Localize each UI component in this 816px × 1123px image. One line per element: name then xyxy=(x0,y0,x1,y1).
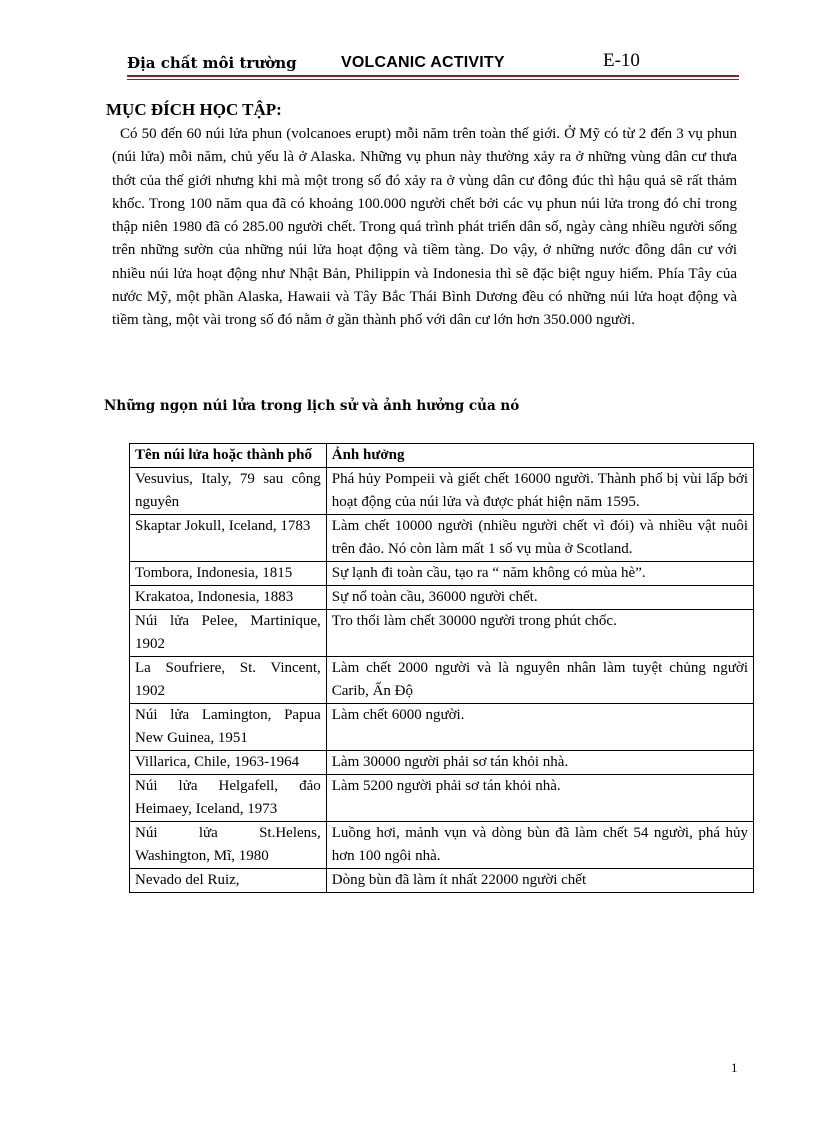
header-rule-thick xyxy=(127,75,739,77)
column-header-volcano: Tên núi lửa hoặc thành phố xyxy=(130,444,327,468)
volcano-cell: Nevado del Ruiz, xyxy=(130,869,327,893)
volcano-cell: Vesuvius, Italy, 79 sau công nguyên xyxy=(130,468,327,515)
header-title: VOLCANIC ACTIVITY xyxy=(341,54,505,71)
impact-cell: Dòng bùn đã làm ít nhất 22000 người chết xyxy=(326,869,753,893)
table-header-row xyxy=(130,444,754,468)
volcano-cell: Núi lửa Helgafell, đảo Heimaey, Iceland, 1973 xyxy=(130,775,327,822)
impact-cell: Phá hủy Pompeii và giết chết 16000 người. Thành phố bị vùi lấp bởi hoạt động của núi lửa và được phát hiện năm 1595. xyxy=(326,468,753,515)
table-row xyxy=(130,468,754,515)
impact-cell: Làm chết 6000 người. xyxy=(326,704,753,751)
table-row xyxy=(130,657,754,704)
table-row xyxy=(130,562,754,586)
volcano-cell: Krakatoa, Indonesia, 1883 xyxy=(130,586,327,610)
section-title: MỤC ĐÍCH HỌC TẬP: xyxy=(106,100,282,119)
impact-cell: Sự nổ toàn cầu, 36000 người chết. xyxy=(326,586,753,610)
table-row xyxy=(130,704,754,751)
volcano-cell: Núi lửa Pelee, Martinique, 1902 xyxy=(130,610,327,657)
table-row xyxy=(130,822,754,869)
page-header xyxy=(127,48,739,78)
volcano-cell: Tombora, Indonesia, 1815 xyxy=(130,562,327,586)
table-row xyxy=(130,515,754,562)
impact-cell: Làm 30000 người phải sơ tán khỏi nhà. xyxy=(326,751,753,775)
intro-paragraph: Có 50 đến 60 núi lửa phun (volcanoes erupt) mỗi năm trên toàn thế giới. Ở Mỹ có từ 2 đến 3 vụ phun (núi lửa) mỗi năm, chủ yếu là ở Alaska. Những vụ phun này thường xảy ra ở những vùng dân cư thưa thớt của thế giới nhưng khi mà một trong số đó xảy ra ở vùng dân cư đông đúc thì hậu quả sẽ rất thảm khốc. Trong 100 năm qua đã có khoảng 100.000 người chết bởi các vụ phun núi lửa trong đó chỉ trong thập niên 1980 đã có 285.00 người chết. Trong quá trình phát triển dân số, ngày càng nhiều người sống trên những sườn của những núi lửa hoạt động và tiềm tàng. Do vậy, ở những nước đông dân cư với nhiều núi lửa hoạt động như Nhật Bản, Philippin và Indonesia thì sẽ đặc biệt nguy hiểm. Phía Tây của nước Mỹ, một phần Alaska, Hawaii và Tây Bắc Thái Bình Dương đều có những núi lửa hoạt động và tiềm tàng, một vài trong số đó nằm ở gần thành phố với dân cư lớn hơn 350.000 người. xyxy=(112,126,737,329)
volcano-table xyxy=(129,443,754,893)
volcano-cell: Núi lửa Lamington, Papua New Guinea, 1951 xyxy=(130,704,327,751)
impact-cell: Tro thổi làm chết 30000 người trong phút chốc. xyxy=(326,610,753,657)
volcano-cell: Núi lửa St.Helens, Washington, Mĩ, 1980 xyxy=(130,822,327,869)
impact-cell: Làm chết 2000 người và là nguyên nhân làm tuyệt chủng người Carib, Ấn Độ xyxy=(326,657,753,704)
column-header-impact: Ảnh hưởng xyxy=(326,444,753,468)
table-row xyxy=(130,751,754,775)
volcano-cell: Villarica, Chile, 1963-1964 xyxy=(130,751,327,775)
header-code: E-10 xyxy=(603,50,640,71)
table-row xyxy=(130,610,754,657)
header-subject: Địa chất môi trường xyxy=(127,54,297,72)
impact-cell: Sự lạnh đi toàn cầu, tạo ra “ năm không có mùa hè”. xyxy=(326,562,753,586)
header-rule-thin xyxy=(127,79,739,80)
volcano-cell: Skaptar Jokull, Iceland, 1783 xyxy=(130,515,327,562)
impact-cell: Làm 5200 người phải sơ tán khỏi nhà. xyxy=(326,775,753,822)
impact-cell: Làm chết 10000 người (nhiều người chết vì đói) và nhiều vật nuôi trên đảo. Nó còn làm mất 1 số vụ mùa ở Scotland. xyxy=(326,515,753,562)
table-row xyxy=(130,775,754,822)
impact-cell: Luồng hơi, mảnh vụn và dòng bùn đã làm chết 54 người, phá hủy hơn 100 ngôi nhà. xyxy=(326,822,753,869)
volcano-cell: La Soufriere, St. Vincent, 1902 xyxy=(130,657,327,704)
table-row xyxy=(130,869,754,893)
table-caption: Những ngọn núi lửa trong lịch sử và ảnh hưởng của nó xyxy=(104,398,520,414)
page-number: 1 xyxy=(731,1060,738,1075)
table-row xyxy=(130,586,754,610)
